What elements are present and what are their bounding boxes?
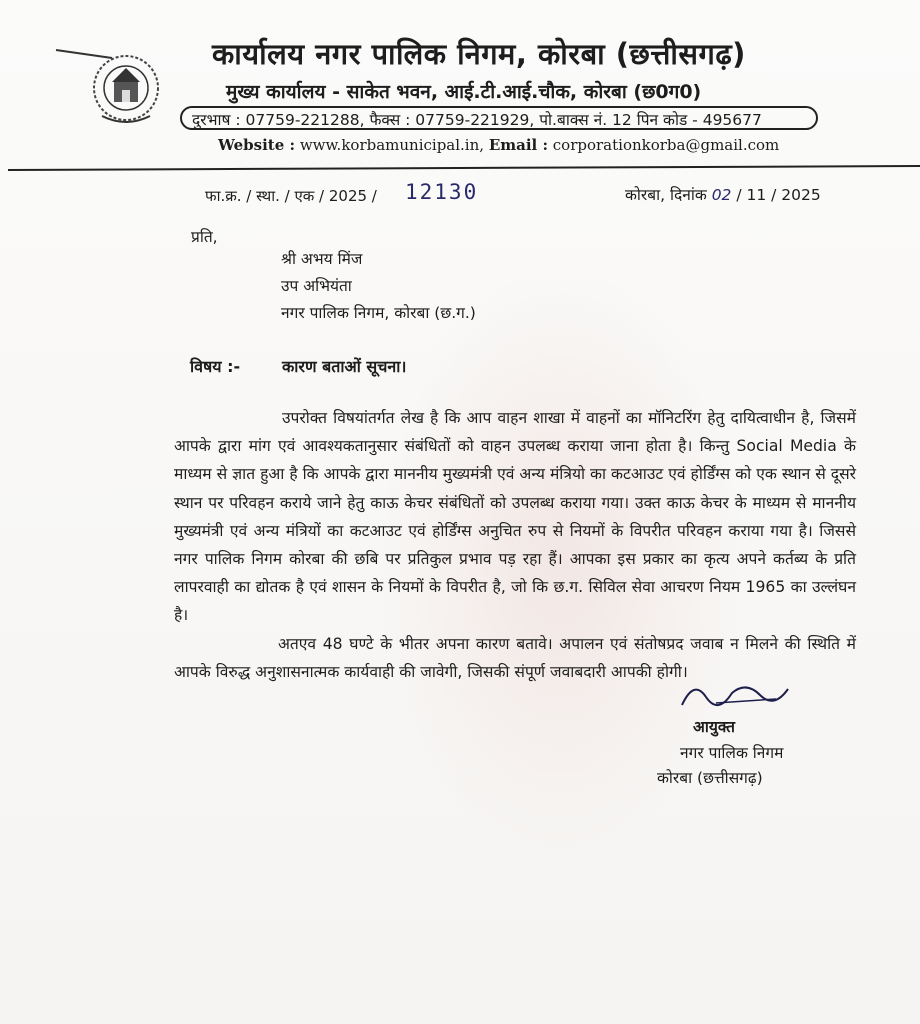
- office-address: मुख्य कार्यालय - साकेत भवन, आई.टी.आई.चौक, कोरबा (छ0ग0): [226, 81, 702, 103]
- recipient-office: नगर पालिक निगम, कोरबा (छ.ग.): [281, 304, 476, 322]
- dispatch-number: 12130: [405, 180, 479, 204]
- date-rest: / 11 / 2025: [736, 186, 821, 204]
- recipient-designation: उप अभियंता: [281, 277, 352, 295]
- office-title: कार्यालय नगर पालिक निगम, कोरबा (छत्तीसगढ़): [212, 37, 746, 71]
- signature-scribble: [676, 675, 796, 711]
- date-day: 02: [711, 186, 732, 204]
- email-label: Email :: [488, 136, 548, 154]
- signatory-location: कोरबा (छत्तीसगढ़): [657, 769, 763, 787]
- file-reference: फा.क्र. / स्था. / एक / 2025 /: [205, 187, 377, 205]
- to-label: प्रति,: [191, 228, 218, 246]
- recipient-address: [281, 246, 476, 327]
- signatory-title: आयुक्त: [693, 718, 735, 736]
- recipient-name: श्री अभय मिंज: [281, 250, 363, 268]
- letter-body: [174, 404, 856, 686]
- contact-details: दुरभाष : 07759-221288, फैक्स : 07759-221929, पो.बाक्स नं. 12 पिन कोड - 495677: [180, 106, 818, 130]
- municipal-emblem-logo: [52, 36, 172, 132]
- body-paragraph-2: अतएव 48 घण्टे के भीतर अपना कारण बतावे। अपालन एवं संतोषप्रद जवाब न मिलने की स्थिति में आपके विरुद्ध अनुशासनात्मक कार्यवाही की जावेगी, जिसकी संपूर्ण जवाबदारी आपकी होगी।: [174, 634, 856, 681]
- date-prefix: कोरबा, दिनांक: [625, 186, 707, 204]
- signatory-office: नगर पालिक निगम: [680, 744, 784, 762]
- header-divider: [8, 165, 920, 171]
- email-link[interactable]: corporationkorba@gmail.com: [552, 136, 780, 154]
- subject-label: विषय :-: [190, 357, 241, 376]
- website-link[interactable]: www.korbamunicipal.in,: [299, 136, 485, 154]
- website-line: [218, 136, 818, 154]
- letter-date: [625, 183, 821, 205]
- body-paragraph-1: उपरोक्त विषयांतर्गत लेख है कि आप वाहन शाखा में वाहनों का मॉनिटरिंग हेतु दायित्वाधीन है, जिसमें आपके द्वारा मांग एवं आवश्यकतानुसार संबंधितों को वाहन उपलब्ध कराया जाना होता है। किन्तु Social Media के माध्यम से ज्ञात हुआ है कि आपके द्वारा माननीय मुख्यमंत्री एवं अन्य मंत्रियो का कटआउट एवं होर्डिंग्स को एक स्थान से दूसरे स्थान पर परिवहन कराये जाने हेतु काऊ केचर संबंधितों को उपलब्ध कराया गया। उक्त काऊ केचर के माध्यम से माननीय मुख्यमंत्री एवं अन्य मंत्रियों का कटआउट एवं होर्डिंग्स अनुचित रुप से नियमों के विपरीत परिवहन कराया गया है। जिससे नगर पालिक निगम कोरबा की छबि पर प्रतिकुल प्रभाव पड़ रहा हैं। आपका इस प्रकार का कृत्य अपने कर्तब्य के प्रति लापरवाही का द्योतक है एवं शासन के नियमों के विपरीत है, जो कि छ.ग. सिविल सेवा आचरण नियम 1965 का उल्लंघन है।: [174, 409, 856, 625]
- subject-text: कारण बताओं सूचना।: [282, 357, 407, 376]
- website-label: Website :: [218, 136, 296, 154]
